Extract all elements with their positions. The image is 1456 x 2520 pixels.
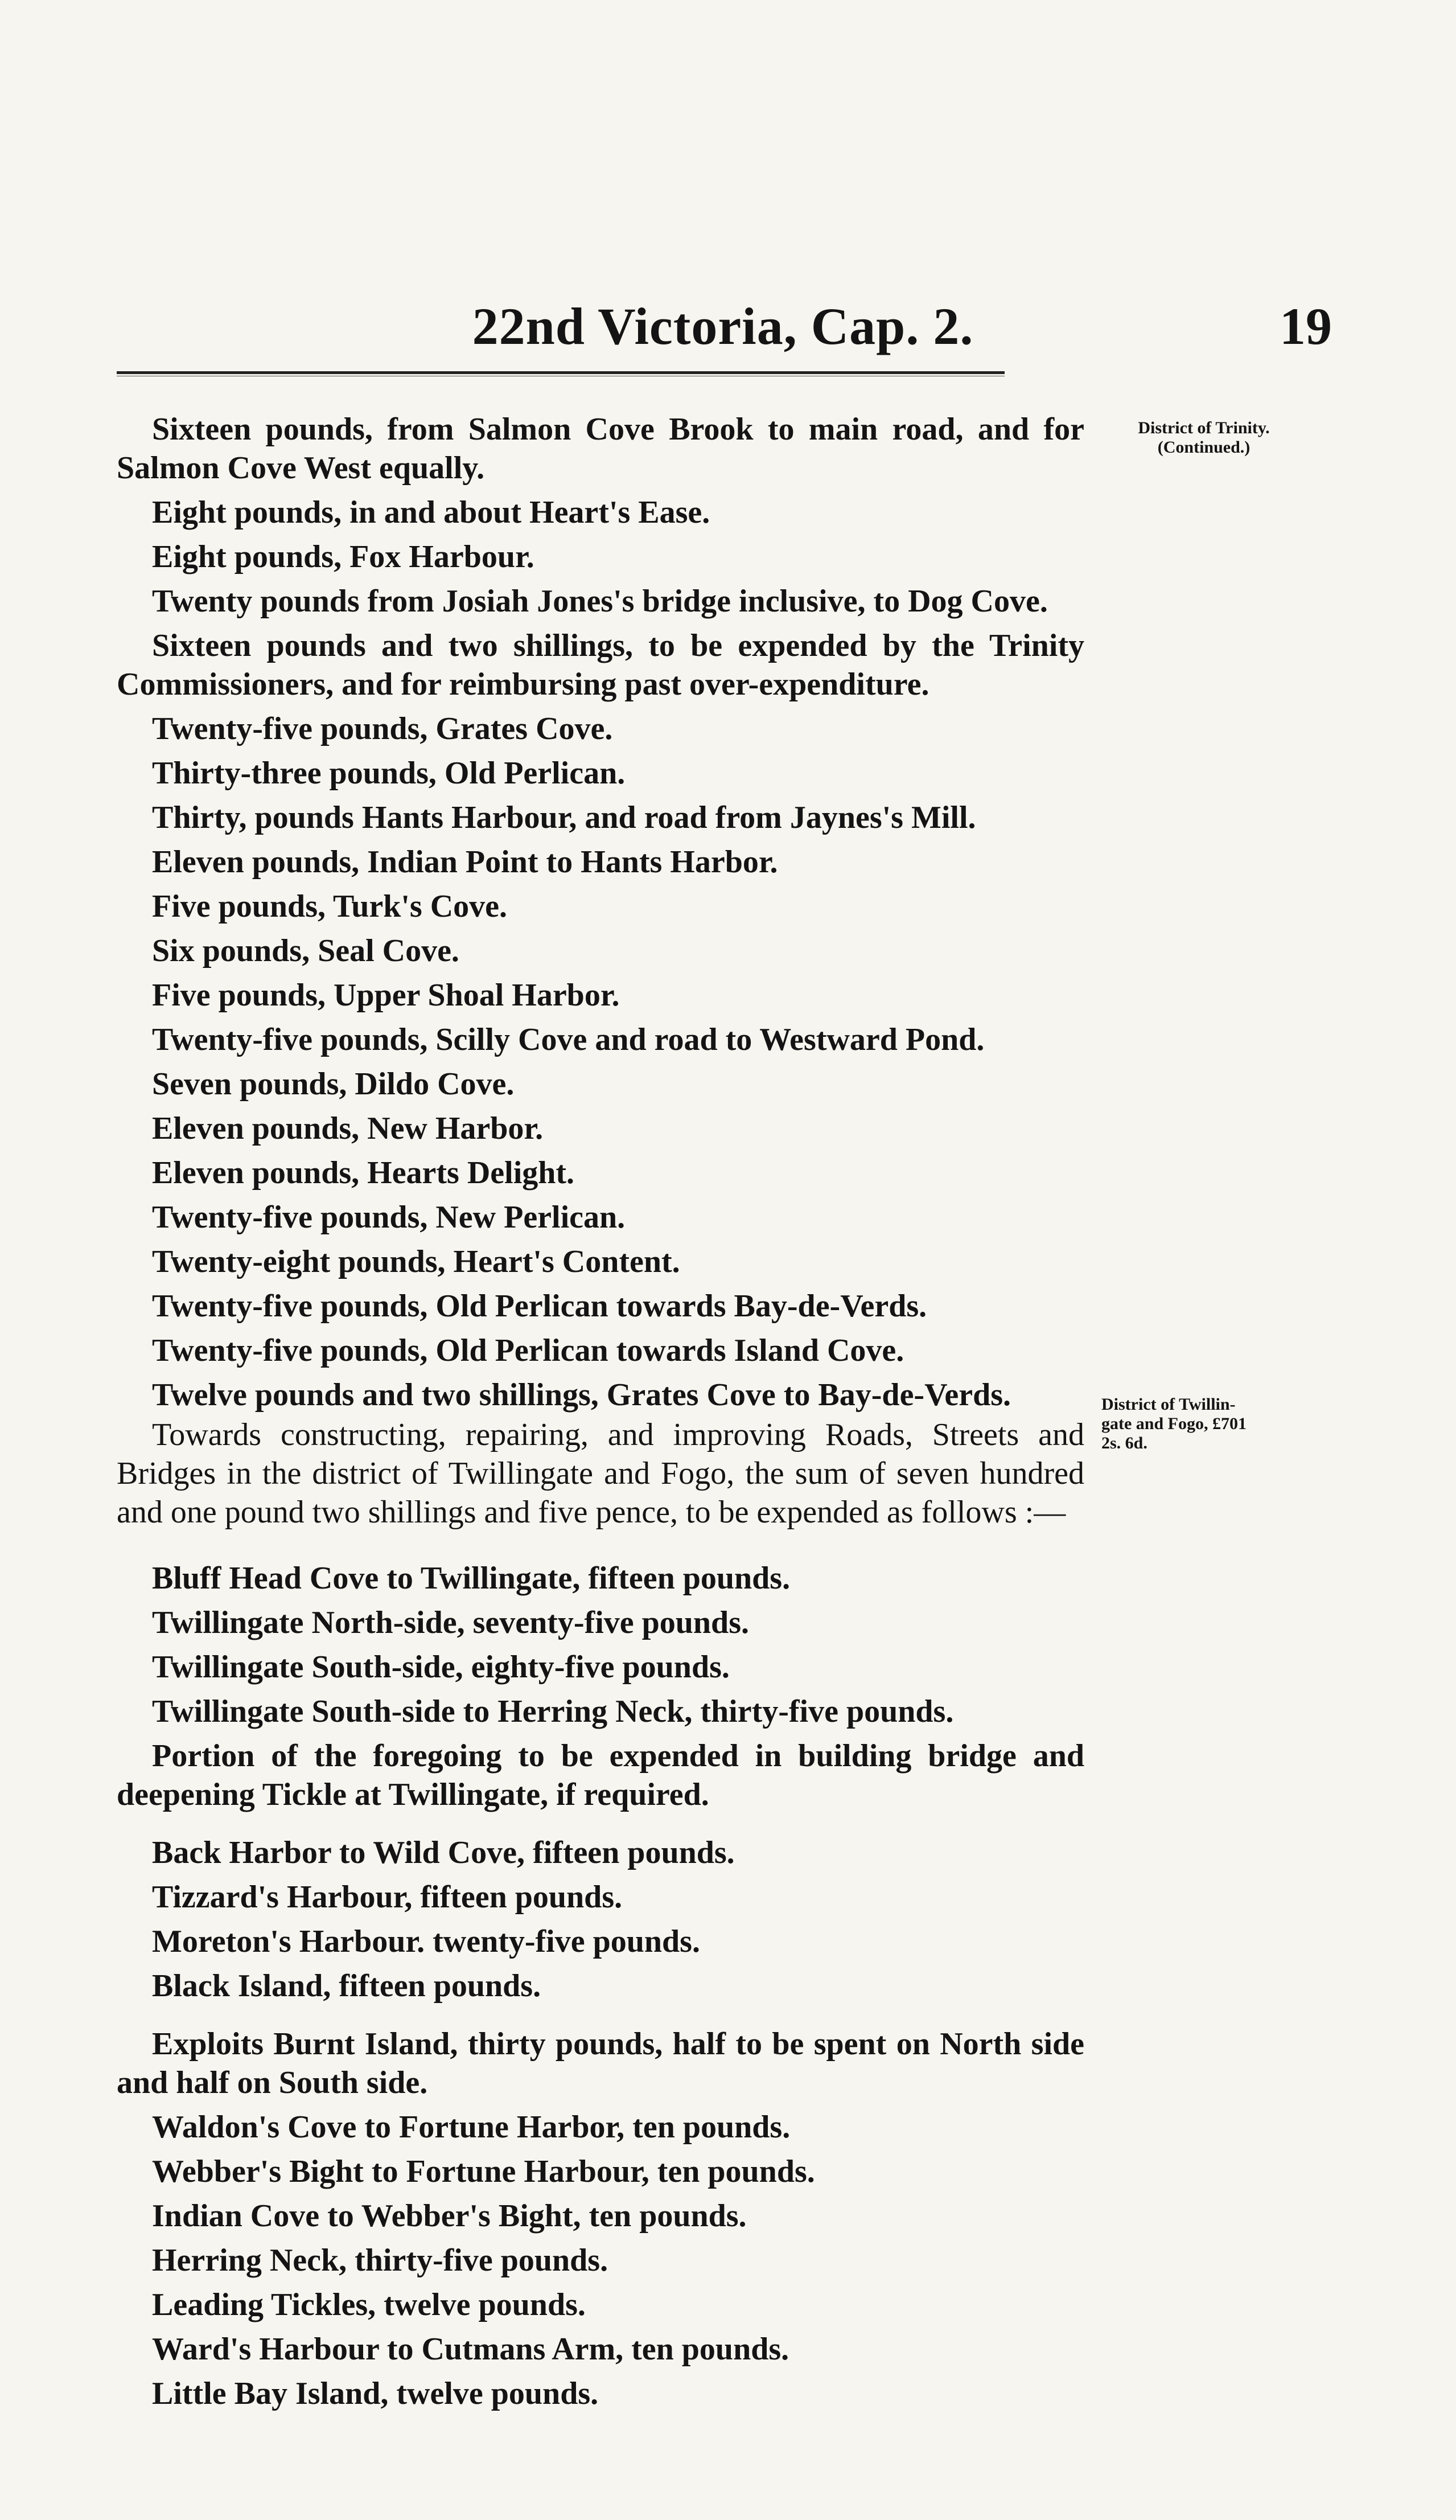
twillingate-item: Twillingate South-side, eighty-five pounds.	[152, 1649, 730, 1685]
sidenote-twillingate-line2: gate and Fogo, £701	[1101, 1414, 1247, 1433]
page-number: 19	[1280, 297, 1332, 355]
trinity-item: Seven pounds, Dildo Cove.	[152, 1066, 515, 1102]
twillingate-item: Bluff Head Cove to Twillingate, fifteen pounds.	[152, 1561, 791, 1596]
sidenote-trinity-title: District of Trinity.	[1138, 418, 1270, 437]
twillingate-item: Webber's Bight to Fortune Harbour, ten pounds.	[152, 2154, 815, 2189]
twillingate-item: Leading Tickles, twelve pounds.	[152, 2287, 586, 2322]
trinity-item: Five pounds, Upper Shoal Harbor.	[152, 978, 620, 1013]
twillingate-item: Twillingate South-side to Herring Neck, thirty-five pounds.	[152, 1694, 954, 1729]
trinity-item: Eleven pounds, New Harbor.	[152, 1111, 544, 1146]
trinity-item: Twelve pounds and two shillings, Grates Cove to Bay-de-Verds.	[152, 1377, 1011, 1413]
sidenote-twillingate	[1101, 1395, 1318, 1453]
sidenote-trinity-continued: (Continued.)	[1157, 438, 1251, 457]
running-title: 22nd Victoria, Cap. 2.	[472, 297, 974, 355]
trinity-item: Twenty-five pounds, Old Perlican towards Bay-de-Verds.	[152, 1288, 927, 1324]
twillingate-item: Tizzard's Harbour, fifteen pounds.	[152, 1879, 623, 1915]
trinity-item: Eleven pounds, Hearts Delight.	[152, 1155, 575, 1191]
trinity-item: Sixteen pounds and two shillings, to be expended by the Trinity Commissioners, and for reimbursing past over-expenditure.	[117, 628, 1084, 702]
trinity-item: Thirty, pounds Hants Harbour, and road from Jaynes's Mill.	[152, 800, 976, 835]
trinity-item: Twenty-five pounds, Old Perlican towards Island Cove.	[152, 1333, 904, 1368]
twillingate-item: Twillingate North-side, seventy-five pounds.	[152, 1605, 749, 1640]
trinity-item: Sixteen pounds, from Salmon Cove Brook to main road, and for Salmon Cove West equally.	[117, 412, 1084, 486]
sidenote-trinity	[1096, 418, 1312, 457]
trinity-item: Twenty-five pounds, Scilly Cove and road to Westward Pond.	[152, 1022, 985, 1057]
trinity-item: Eight pounds, Fox Harbour.	[152, 539, 534, 574]
twillingate-item: Moreton's Harbour. twenty-five pounds.	[152, 1924, 700, 1959]
trinity-item: Twenty-eight pounds, Heart's Content.	[152, 1244, 680, 1279]
twillingate-item: Herring Neck, thirty-five pounds.	[152, 2243, 608, 2278]
trinity-item: Thirty-three pounds, Old Perlican.	[152, 756, 626, 791]
twillingate-appropriations	[117, 1384, 1084, 2419]
twillingate-item: Portion of the foregoing to be expended in building bridge and deepening Tickle at Twillingate, if required.	[117, 1738, 1084, 1812]
twillingate-item: Exploits Burnt Island, thirty pounds, half to be spent on North side and half on South side.	[117, 2026, 1084, 2100]
trinity-item: Eight pounds, in and about Heart's Ease.	[152, 495, 710, 530]
trinity-item: Twenty-five pounds, New Perlican.	[152, 1200, 626, 1235]
twillingate-item: Waldon's Cove to Fortune Harbor, ten pounds.	[152, 2109, 791, 2145]
twillingate-intro: Towards constructing, repairing, and improving Roads, Streets and Bridges in the district of Twillingate and Fogo, the sum of seven hundred and one pound two shillings and five pence, to be expended as follows :—	[117, 1417, 1084, 1530]
trinity-item: Eleven pounds, Indian Point to Hants Harbor.	[152, 844, 778, 880]
page-header	[114, 290, 1332, 364]
trinity-item: Twenty-five pounds, Grates Cove.	[152, 711, 613, 746]
twillingate-item: Indian Cove to Webber's Bight, ten pounds.	[152, 2198, 747, 2234]
trinity-item: Twenty pounds from Josiah Jones's bridge inclusive, to Dog Cove.	[152, 584, 1048, 619]
header-rule	[117, 371, 1005, 376]
trinity-item: Five pounds, Turk's Cove.	[152, 889, 507, 924]
twillingate-item: Black Island, fifteen pounds.	[152, 1968, 541, 2004]
trinity-item: Six pounds, Seal Cove.	[152, 933, 459, 968]
twillingate-item: Little Bay Island, twelve pounds.	[152, 2376, 599, 2411]
twillingate-item: Ward's Harbour to Cutmans Arm, ten pounds.	[152, 2332, 789, 2367]
twillingate-item: Back Harbor to Wild Cove, fifteen pounds.	[152, 1835, 735, 1870]
sidenote-twillingate-line3: 2s. 6d.	[1101, 1434, 1147, 1452]
trinity-appropriations	[117, 410, 1084, 1420]
sidenote-twillingate-line1: District of Twillin-	[1101, 1395, 1236, 1414]
